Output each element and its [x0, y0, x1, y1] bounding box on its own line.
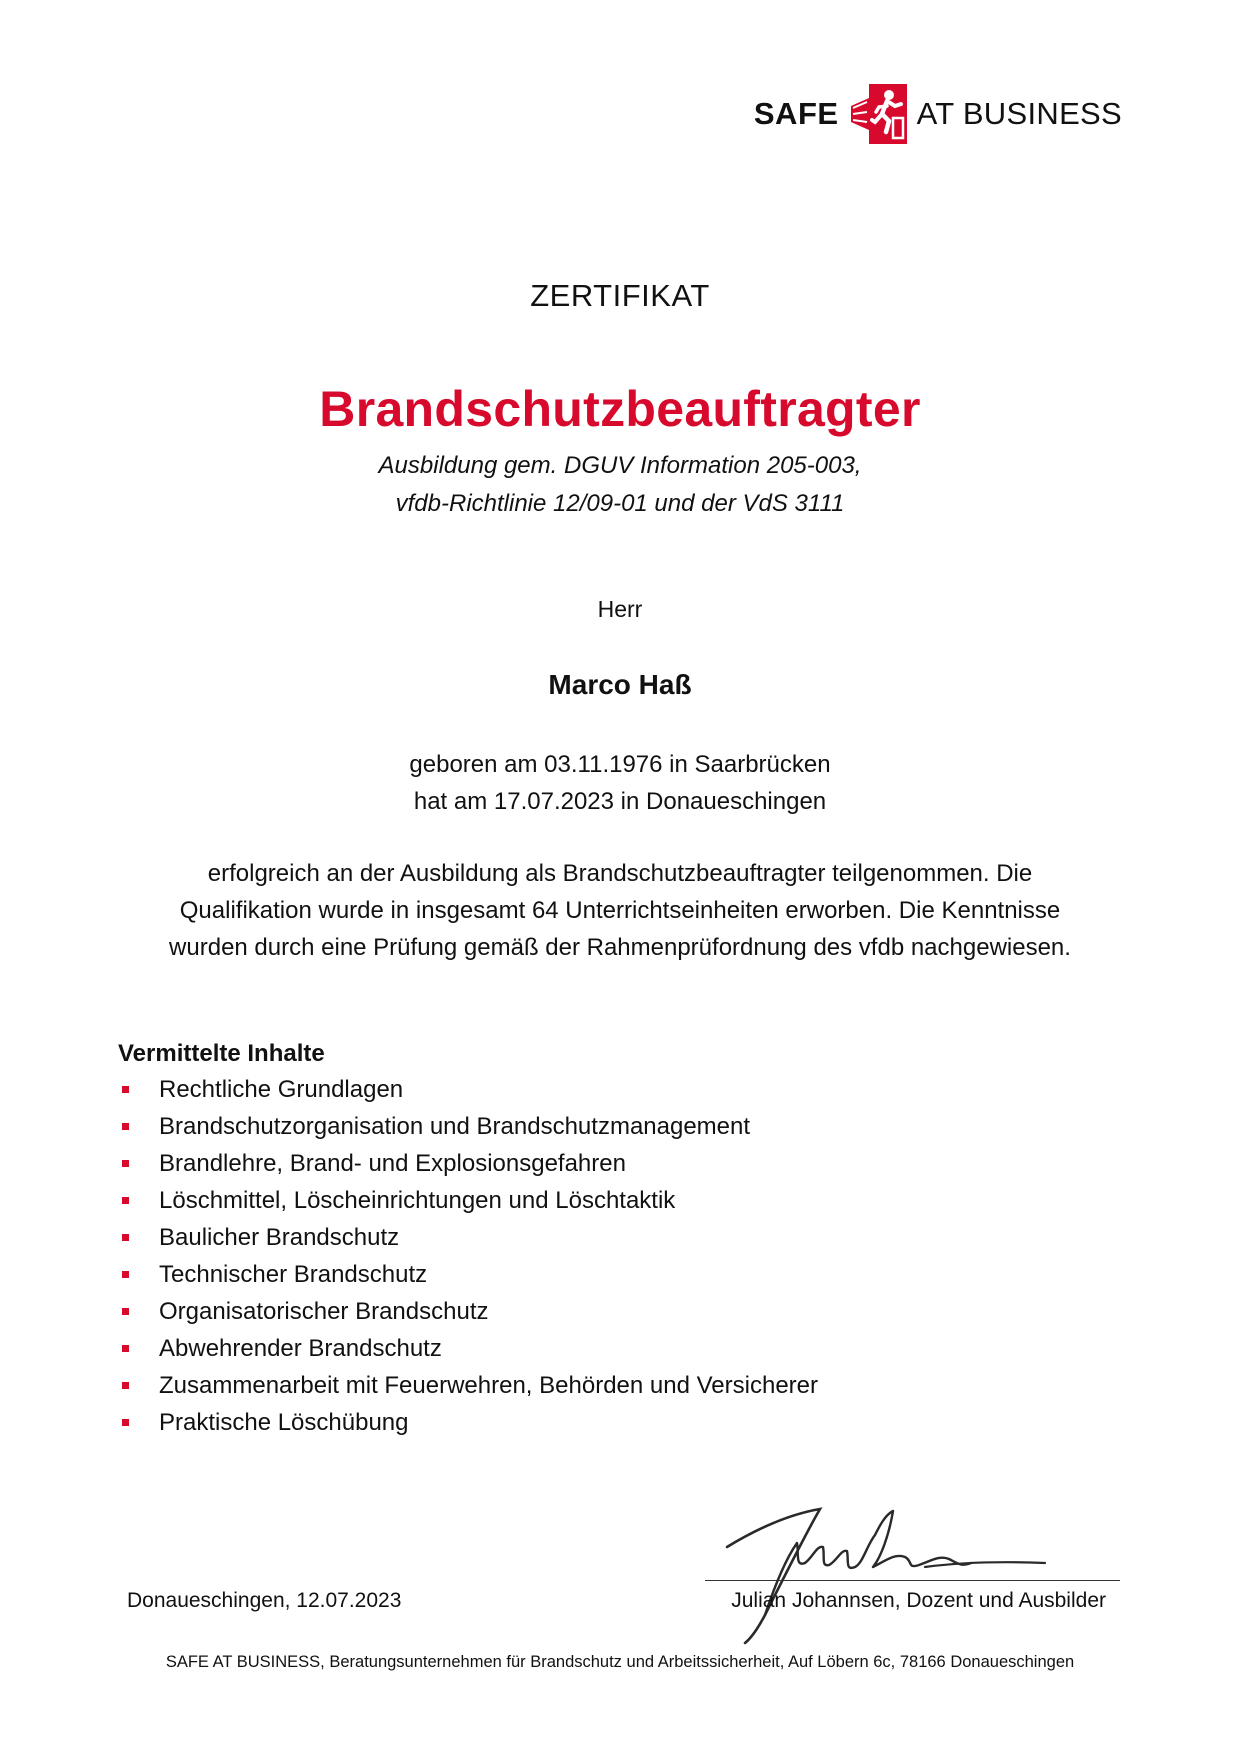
bullet-icon — [122, 1419, 129, 1426]
list-item — [118, 1256, 818, 1293]
contents-list — [118, 1071, 818, 1441]
salutation: Herr — [597, 596, 643, 622]
list-item-label: Technischer Brandschutz — [159, 1261, 428, 1288]
certificate-kicker: ZERTIFIKAT — [530, 278, 710, 313]
course-date-line: hat am 17.07.2023 in Donaueschingen — [413, 788, 827, 815]
bullet-icon — [122, 1234, 129, 1241]
bullet-icon — [122, 1197, 129, 1204]
signatory-caption: Julian Johannsen, Dozent und Ausbilder — [731, 1589, 1106, 1612]
recipient-details — [0, 746, 1240, 820]
certificate-body — [0, 855, 1240, 966]
list-item-label: Brandschutzorganisation und Brandschutzmanagement — [159, 1113, 751, 1140]
list-item — [118, 1293, 818, 1330]
list-item-label: Abwehrender Brandschutz — [159, 1335, 442, 1362]
list-item — [118, 1404, 818, 1441]
course-contents — [118, 1040, 818, 1441]
emergency-exit-running-man-icon — [849, 84, 907, 144]
bullet-icon — [122, 1308, 129, 1315]
certificate-title: Brandschutzbeauftragter — [319, 381, 921, 437]
contents-heading: Vermittelte Inhalte — [118, 1040, 325, 1067]
list-item — [118, 1219, 818, 1256]
body-line: wurden durch eine Prüfung gemäß der Rahmenprüfordnung des vfdb nachgewiesen. — [169, 934, 1071, 961]
recipient-name: Marco Haß — [548, 669, 692, 700]
list-item-label: Zusammenarbeit mit Feuerwehren, Behörden und Versicherer — [159, 1372, 818, 1399]
list-item-label: Baulicher Brandschutz — [159, 1224, 400, 1251]
bullet-icon — [122, 1345, 129, 1352]
body-line: Qualifikation wurde in insgesamt 64 Unterrichtseinheiten erworben. Die Kenntnisse — [179, 897, 1061, 924]
signature-block — [705, 1505, 1120, 1645]
company-logo — [754, 84, 1122, 144]
list-item — [118, 1108, 818, 1145]
list-item-label: Löschmittel, Löscheinrichtungen und Löschtaktik — [159, 1187, 676, 1214]
bullet-icon — [122, 1271, 129, 1278]
list-item — [118, 1367, 818, 1404]
handwritten-signature — [725, 1505, 1055, 1645]
list-item-label: Rechtliche Grundlagen — [159, 1076, 404, 1103]
list-item-label: Brandlehre, Brand- und Explosionsgefahren — [159, 1150, 626, 1177]
subtitle-line: Ausbildung gem. DGUV Information 205-003, — [378, 452, 862, 479]
place-and-date: Donaueschingen, 12.07.2023 — [127, 1589, 402, 1612]
list-item-label: Organisatorischer Brandschutz — [159, 1298, 489, 1325]
bullet-icon — [122, 1382, 129, 1389]
logo-word-at-business: AT BUSINESS — [916, 96, 1122, 131]
list-item — [118, 1182, 818, 1219]
list-item — [118, 1071, 818, 1108]
birth-line: geboren am 03.11.1976 in Saarbrücken — [409, 751, 831, 778]
subtitle-line: vfdb-Richtlinie 12/09-01 und der VdS 3111 — [395, 490, 845, 517]
bullet-icon — [122, 1086, 129, 1093]
certificate-subtitle — [0, 447, 1240, 523]
footer-address: SAFE AT BUSINESS, Beratungsunternehmen für Brandschutz und Arbeitssicherheit, Auf Löbern 6c, 78166 Donaueschingen — [165, 1653, 1075, 1671]
bullet-icon — [122, 1160, 129, 1167]
bullet-icon — [122, 1123, 129, 1130]
list-item-label: Praktische Löschübung — [159, 1409, 409, 1436]
list-item — [118, 1145, 818, 1182]
list-item — [118, 1330, 818, 1367]
logo-word-safe: SAFE — [753, 96, 839, 131]
body-line: erfolgreich an der Ausbildung als Brandschutzbeauftragter teilgenommen. Die — [207, 860, 1033, 887]
